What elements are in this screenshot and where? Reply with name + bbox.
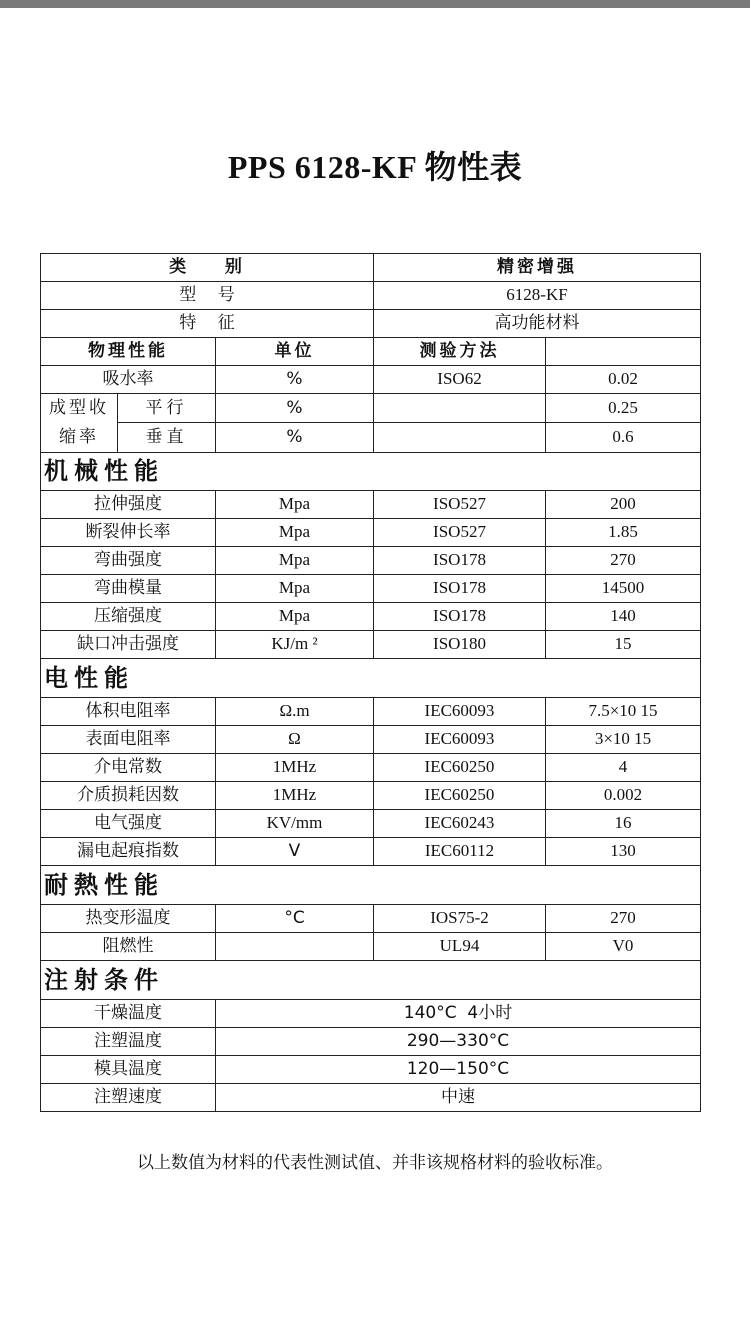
condition-value: 中速 xyxy=(216,1083,701,1111)
property-value: 3×10 15 xyxy=(546,725,701,753)
table-row xyxy=(41,602,701,630)
col-value-header xyxy=(546,338,701,366)
page-title: PPS 6128-KF 物性表 xyxy=(227,149,523,185)
property-value: 1.85 xyxy=(546,518,701,546)
table-row xyxy=(41,1055,701,1083)
property-value: 270 xyxy=(546,546,701,574)
property-method: ISO178 xyxy=(374,546,546,574)
property-unit: % xyxy=(216,394,374,423)
table-row xyxy=(41,366,701,394)
property-name: 体积电阻率 xyxy=(41,697,216,725)
property-name: 垂直 xyxy=(118,423,216,452)
property-value: 0.02 xyxy=(546,366,701,394)
property-value: 200 xyxy=(546,490,701,518)
property-name: 弯曲强度 xyxy=(41,546,216,574)
property-name: 弯曲模量 xyxy=(41,574,216,602)
property-name: 平行 xyxy=(118,394,216,423)
property-unit: KV/mm xyxy=(216,809,374,837)
property-name: 拉伸强度 xyxy=(41,490,216,518)
condition-value: 290—330°C xyxy=(216,1027,701,1055)
property-name: 电气强度 xyxy=(41,809,216,837)
property-unit: Mpa xyxy=(216,518,374,546)
property-value: 15 xyxy=(546,630,701,658)
condition-name: 注塑温度 xyxy=(41,1027,216,1055)
section-title-electrical: 电性能 xyxy=(41,658,701,697)
property-method: ISO180 xyxy=(374,630,546,658)
table-row xyxy=(41,697,701,725)
property-table xyxy=(40,253,701,1112)
property-name: 热变形温度 xyxy=(41,904,216,932)
property-unit: Mpa xyxy=(216,574,374,602)
table-row xyxy=(41,904,701,932)
table-row xyxy=(41,932,701,960)
property-method: IEC60250 xyxy=(374,753,546,781)
property-value: 14500 xyxy=(546,574,701,602)
property-value: 16 xyxy=(546,809,701,837)
header-row-feature xyxy=(41,310,701,338)
table-row xyxy=(41,490,701,518)
property-name: 介质损耗因数 xyxy=(41,781,216,809)
property-value: 7.5×10 15 xyxy=(546,697,701,725)
property-method: UL94 xyxy=(374,932,546,960)
property-unit: Mpa xyxy=(216,490,374,518)
property-method xyxy=(374,423,546,452)
table-row xyxy=(41,725,701,753)
condition-value: 120—150°C xyxy=(216,1055,701,1083)
table-row xyxy=(41,837,701,865)
category-label: 类 别 xyxy=(41,254,374,282)
property-unit: °C xyxy=(216,904,374,932)
property-unit: Ω.m xyxy=(216,697,374,725)
col-property-header: 物理性能 xyxy=(41,338,216,366)
header-row-category xyxy=(41,254,701,282)
table-row xyxy=(41,781,701,809)
section-title-mechanical: 机械性能 xyxy=(41,452,701,490)
property-unit: % xyxy=(216,423,374,452)
feature-label: 特 征 xyxy=(41,310,374,338)
table-row xyxy=(41,574,701,602)
category-value: 精密增强 xyxy=(374,254,701,282)
property-unit xyxy=(216,932,374,960)
table-row xyxy=(41,1083,701,1111)
property-unit: % xyxy=(216,366,374,394)
property-unit: V xyxy=(216,837,374,865)
model-label: 型 号 xyxy=(41,282,374,310)
property-name: 介电常数 xyxy=(41,753,216,781)
property-method xyxy=(374,394,546,423)
property-value: V0 xyxy=(546,932,701,960)
section-row-mechanical xyxy=(41,452,701,490)
property-unit: 1MHz xyxy=(216,781,374,809)
section-row-electrical xyxy=(41,658,701,697)
property-unit: KJ/m ² xyxy=(216,630,374,658)
property-method: ISO62 xyxy=(374,366,546,394)
table-row xyxy=(41,630,701,658)
model-value: 6128-KF xyxy=(374,282,701,310)
property-value: 0.25 xyxy=(546,394,701,423)
property-method: IEC60250 xyxy=(374,781,546,809)
property-value: 130 xyxy=(546,837,701,865)
property-method: IEC60112 xyxy=(374,837,546,865)
table-row xyxy=(41,753,701,781)
section-title-injection: 注射条件 xyxy=(41,960,701,999)
property-method: ISO178 xyxy=(374,602,546,630)
table-row xyxy=(41,423,701,452)
header-row-model xyxy=(41,282,701,310)
table-row xyxy=(41,518,701,546)
shrinkage-label: 成型收缩率 xyxy=(41,394,118,453)
property-unit: 1MHz xyxy=(216,753,374,781)
property-value: 0.002 xyxy=(546,781,701,809)
condition-name: 注塑速度 xyxy=(41,1083,216,1111)
feature-value: 高功能材料 xyxy=(374,310,701,338)
col-unit-header: 单位 xyxy=(216,338,374,366)
section-row-injection xyxy=(41,960,701,999)
table-row xyxy=(41,809,701,837)
table-row xyxy=(41,546,701,574)
condition-value: 140°C 4小时 xyxy=(216,999,701,1027)
property-value: 270 xyxy=(546,904,701,932)
top-status-bar xyxy=(0,0,750,8)
footnote: 以上数值为材料的代表性测试值、并非该规格材料的验收标准。 xyxy=(137,1153,613,1173)
property-unit: Mpa xyxy=(216,602,374,630)
property-method: ISO527 xyxy=(374,518,546,546)
condition-name: 模具温度 xyxy=(41,1055,216,1083)
condition-name: 干燥温度 xyxy=(41,999,216,1027)
property-unit: Mpa xyxy=(216,546,374,574)
property-value: 140 xyxy=(546,602,701,630)
table-row xyxy=(41,1027,701,1055)
section-title-thermal: 耐熱性能 xyxy=(41,865,701,904)
col-method-header: 测验方法 xyxy=(374,338,546,366)
property-name: 缺口冲击强度 xyxy=(41,630,216,658)
property-unit: Ω xyxy=(216,725,374,753)
column-header-row xyxy=(41,338,701,366)
property-value: 0.6 xyxy=(546,423,701,452)
property-name: 表面电阻率 xyxy=(41,725,216,753)
property-method: IEC60093 xyxy=(374,725,546,753)
property-name: 漏电起痕指数 xyxy=(41,837,216,865)
property-name: 阻燃性 xyxy=(41,932,216,960)
table-row xyxy=(41,999,701,1027)
property-name: 吸水率 xyxy=(41,366,216,394)
property-name: 压缩强度 xyxy=(41,602,216,630)
property-method: IEC60243 xyxy=(374,809,546,837)
property-method: IEC60093 xyxy=(374,697,546,725)
property-method: ISO178 xyxy=(374,574,546,602)
property-method: ISO527 xyxy=(374,490,546,518)
table-row xyxy=(41,394,701,423)
property-value: 4 xyxy=(546,753,701,781)
property-method: IOS75-2 xyxy=(374,904,546,932)
property-name: 断裂伸长率 xyxy=(41,518,216,546)
section-row-thermal xyxy=(41,865,701,904)
